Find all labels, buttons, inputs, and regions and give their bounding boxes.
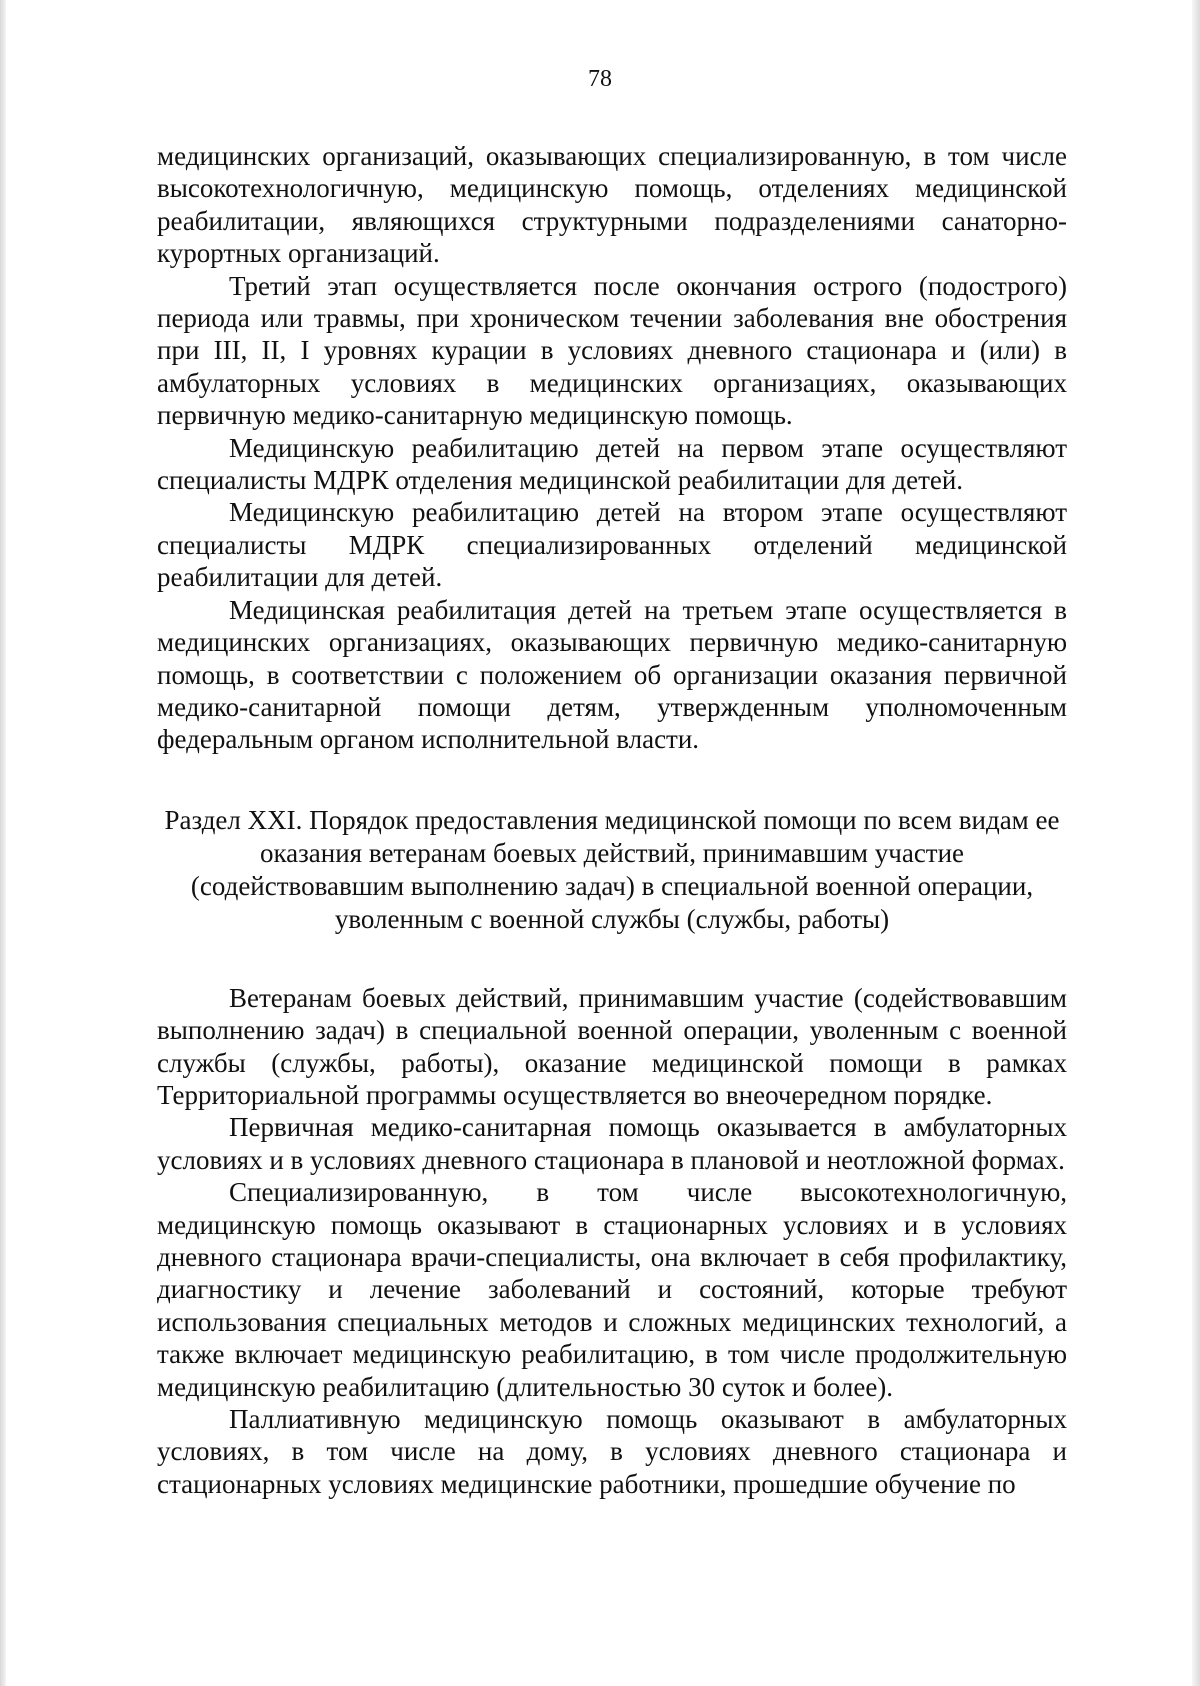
document-body xyxy=(157,140,1067,1500)
section-title: Раздел XXI. Порядок предоставления медицинской помощи по всем видам ее оказания ветеранам боевых действий, принимавшим участие (содействовавшим выполнению задач) в специальной военной операции, уволенным с военной службы (службы, работы) xyxy=(164,804,1060,934)
paragraph: Специализированную, в том числе высокотехнологичную, медицинскую помощь оказывают в стационарных условиях и в условиях дневного стационара врачи-специалисты, она включает в себя профилактику, диагностику и лечение заболеваний и состояний, которые требуют использования специальных методов и сложных медицинских технологий, а также включает медицинскую реабилитацию, в том числе продолжительную медицинскую реабилитацию (длительностью 30 суток и более). xyxy=(157,1177,1067,1402)
paragraph: Медицинская реабилитация детей на третьем этапе осуществляется в медицинских организациях, оказывающих первичную медико-санитарную помощь, в соответствии с положением об организации оказания первичной медико-санитарной помощи детям, утвержденным уполномоченным федеральным органом исполнительной власти. xyxy=(157,594,1067,755)
page-number: 78 xyxy=(588,66,612,92)
paragraph: Ветеранам боевых действий, принимавшим участие (содействовавшим выполнению задач) в специальной военной операции, уволенным с военной службы (службы, работы), оказание медицинской помощи в рамках Территориальной программы осуществляется во внеочередном порядке. xyxy=(157,982,1067,1110)
paragraph: Паллиативную медицинскую помощь оказывают в амбулаторных условиях, в том числе на дому, в условиях дневного стационара и стационарных условиях медицинские работники, прошедшие обучение по xyxy=(157,1404,1067,1499)
paragraph: Медицинскую реабилитацию детей на втором этапе осуществляют специалисты МДРК специализированных отделений медицинской реабилитации для детей. xyxy=(157,497,1067,593)
paragraph: медицинских организаций, оказывающих специализированную, в том числе высокотехнологичную, медицинскую помощь, отделениях медицинской реабилитации, являющихся структурными подразделениями санаторно-курортных организаций. xyxy=(157,141,1067,269)
paragraph: Первичная медико-санитарная помощь оказывается в амбулаторных условиях и в условиях дневного стационара в плановой и неотложной формах. xyxy=(157,1112,1067,1175)
paragraph: Третий этап осуществляется после окончания острого (подострого) периода или травмы, при хроническом течении заболевания вне обострения при III, II, I уровнях курации в условиях дневного стационара и (или) в амбулаторных условиях в медицинских организациях, оказывающих первичную медико-санитарную медицинскую помощь. xyxy=(157,270,1067,431)
paragraph: Медицинскую реабилитацию детей на первом этапе осуществляют специалисты МДРК отделения медицинской реабилитации для детей. xyxy=(157,432,1067,496)
scan-edge-left xyxy=(0,0,6,1686)
scan-edge-right xyxy=(1192,0,1200,1686)
